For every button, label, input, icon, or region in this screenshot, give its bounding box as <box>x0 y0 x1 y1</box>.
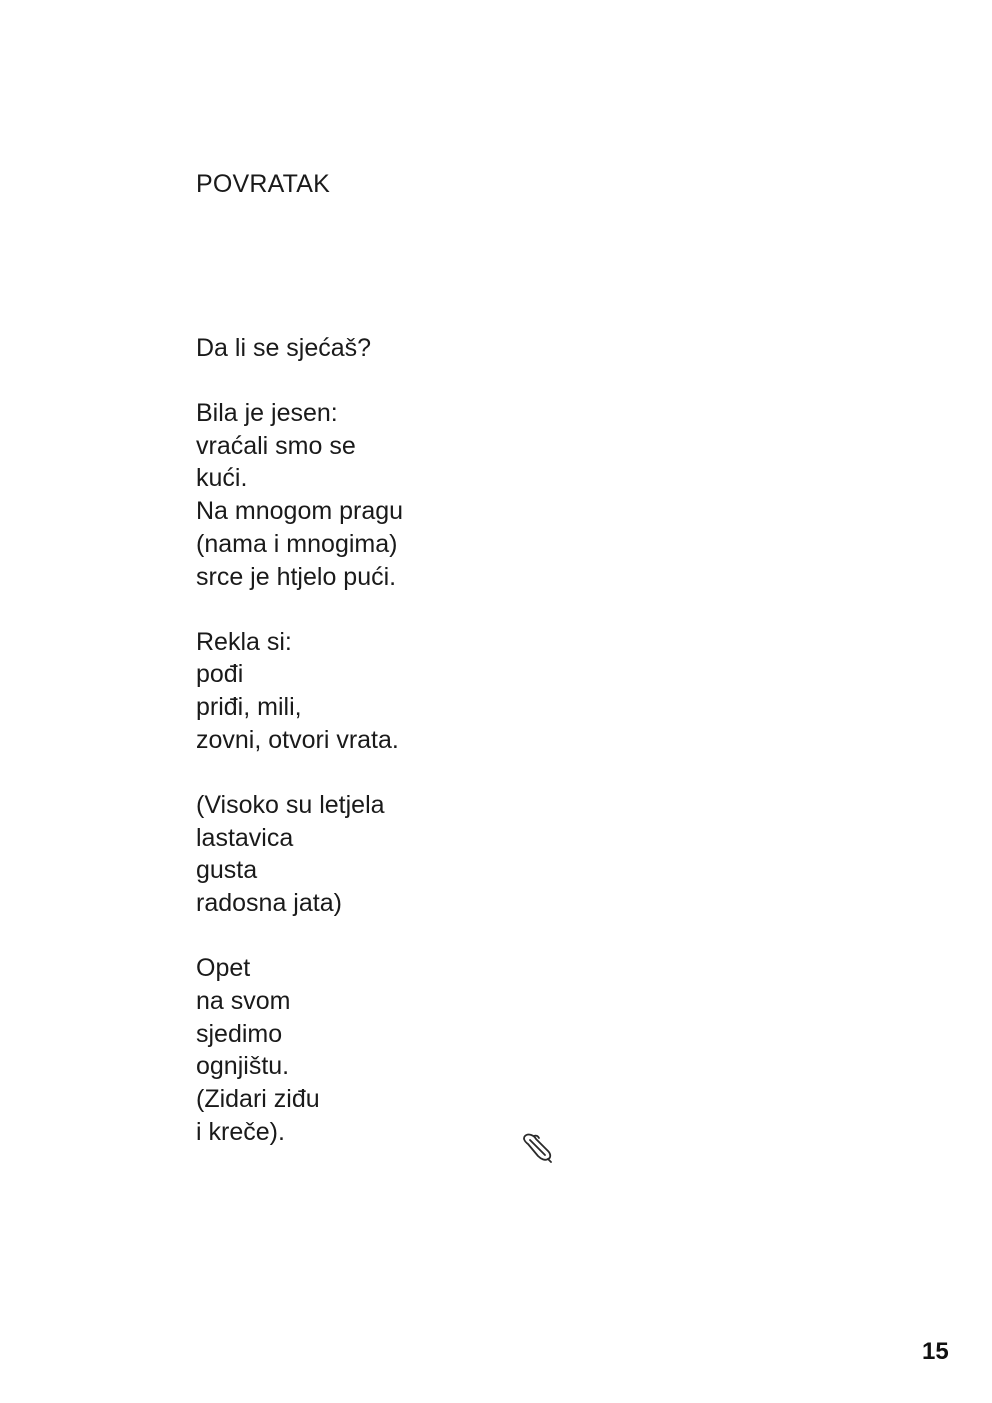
poem-line: Bila je jesen: <box>196 398 338 427</box>
poem-line: sjedimo <box>196 1019 283 1048</box>
poem-line: na svom <box>196 986 291 1015</box>
stanza-3 <box>196 626 616 757</box>
poem-line: priđi, mili, <box>196 693 302 722</box>
poem-line: vraćali smo se <box>196 431 356 460</box>
stanza-1 <box>196 332 616 365</box>
poem-line: ognjištu. <box>196 1052 290 1081</box>
poem-line: Rekla si: <box>196 627 292 656</box>
poem-line: lastavica <box>196 823 294 852</box>
poem-line: zovni, otvori vrata. <box>196 725 399 754</box>
poem-line: (Visoko su letjela <box>196 790 385 819</box>
stanza-4 <box>196 789 616 920</box>
poem-title: POVRATAK <box>196 170 331 198</box>
poem-line: (Zidari ziđu <box>196 1085 320 1114</box>
poem-line: kući. <box>196 464 248 493</box>
poem-line: pođi <box>196 660 244 689</box>
poem-line: i kreče). <box>196 1117 285 1146</box>
stanza-5 <box>196 952 616 1149</box>
stanza-2 <box>196 397 616 594</box>
poem-line: Da li se sjećaš? <box>196 334 372 362</box>
poem-line: Opet <box>196 953 251 982</box>
poem-line: radosna jata) <box>196 889 342 918</box>
poem-line: gusta <box>196 856 258 885</box>
leaf-ornament-icon <box>521 1131 555 1163</box>
poem-body <box>196 332 616 1181</box>
page-number: 15 <box>922 1338 949 1365</box>
poem-line: (nama i mnogima) <box>196 529 398 558</box>
poem-line: srce je htjelo pući. <box>196 562 397 591</box>
poem-line: Na mnogom pragu <box>196 497 404 526</box>
